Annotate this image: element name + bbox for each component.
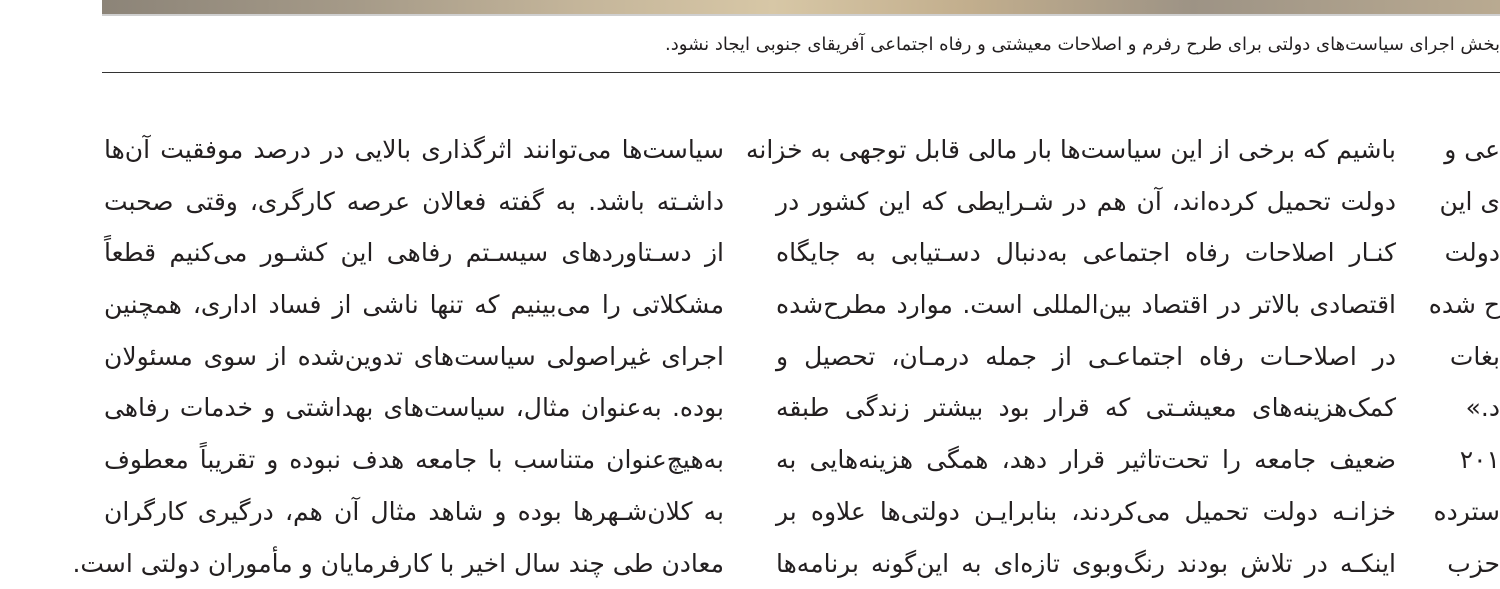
column-line: دولت (1436, 227, 1500, 279)
column-line: ی این (1436, 176, 1500, 228)
column-line: خزانـه دولت تحمیل می‌کردند، بنابرایـن دولتی‌ها علاوه بر (776, 486, 1396, 538)
column-line: معادن طی چند سال اخیر با کارفرمایان و مأموران دولتی است. (104, 538, 724, 589)
photo-caption: بخش اجرای سیاست‌های دولتی برای طرح رفرم و اصلاحات معیشتی و رفاه اجتماعی آفریقای جنوبی ایجاد نشود. (0, 28, 1500, 62)
column-line: در اصلاحـات رفاه اجتماعـی از جمله درمـان، تحصیل و (776, 331, 1396, 383)
photo-bottom-edge (102, 14, 1500, 16)
article-photo (102, 0, 1500, 14)
text-column-left (104, 124, 724, 583)
column-line: مشکلاتی را می‌بینیم که تنها ناشی از فساد اداری، همچنین (104, 279, 724, 331)
column-line: عی و (1436, 124, 1500, 176)
column-line: ح شده (1436, 279, 1500, 331)
column-line: کنـار اصلاحات رفاه اجتماعی به‌دنبال دسـتیابی به جایگاه (776, 227, 1396, 279)
column-line: از دسـتاوردهای سیسـتم رفاهی این کشـور می‌کنیم قطعاً (104, 227, 724, 279)
column-line: داشـته باشد. به گفته فعالان عرصه کارگری، وقتی صحبت (104, 176, 724, 228)
column-line: ۲۰۱ (1436, 434, 1500, 486)
column-line: اقتصادی بالاتر در اقتصاد بین‌المللی است. موارد مطرح‌شده (776, 279, 1396, 331)
text-column-middle (776, 124, 1396, 583)
column-line: د.» (1436, 382, 1500, 434)
caption-divider (102, 72, 1500, 73)
column-line: سترده (1436, 486, 1500, 538)
column-line: ضعیف جامعه را تحت‌تاثیر قرار دهد، همگی هزینه‌هایی به (776, 434, 1396, 486)
column-line: اجرای غیراصولی سیاست‌های تدوین‌شده از سوی مسئولان (104, 331, 724, 383)
column-line: بوده. به‌عنوان مثال، سیاست‌های بهداشتی و خدمات رفاهی (104, 382, 724, 434)
column-line: به کلان‌شـهرها بوده و شاهد مثال آن هم، درگیری کارگران (104, 486, 724, 538)
column-line: باشیم که برخی از این سیاست‌ها بار مالی قابل توجهی به خزانه (776, 124, 1396, 176)
column-line: بغات (1436, 331, 1500, 383)
column-line: حزب (1436, 538, 1500, 589)
column-line: سیاست‌ها می‌توانند اثرگذاری بالایی در درصد موفقیت آن‌ها (104, 124, 724, 176)
column-line: کمک‌هزینه‌های معیشـتی که قرار بود بیشتر زندگی طبقه (776, 382, 1396, 434)
column-line: به‌هیچ‌عنوان متناسب با جامعه هدف نبوده و تقریباً معطوف (104, 434, 724, 486)
column-line: دولت تحمیل کرده‌اند، آن هم در شـرایطی که این کشور در (776, 176, 1396, 228)
column-line: اینکـه در تلاش بودند رنگ‌وبوی تازه‌ای به این‌گونه برنامه‌ها (776, 538, 1396, 589)
text-column-right (1436, 124, 1500, 583)
